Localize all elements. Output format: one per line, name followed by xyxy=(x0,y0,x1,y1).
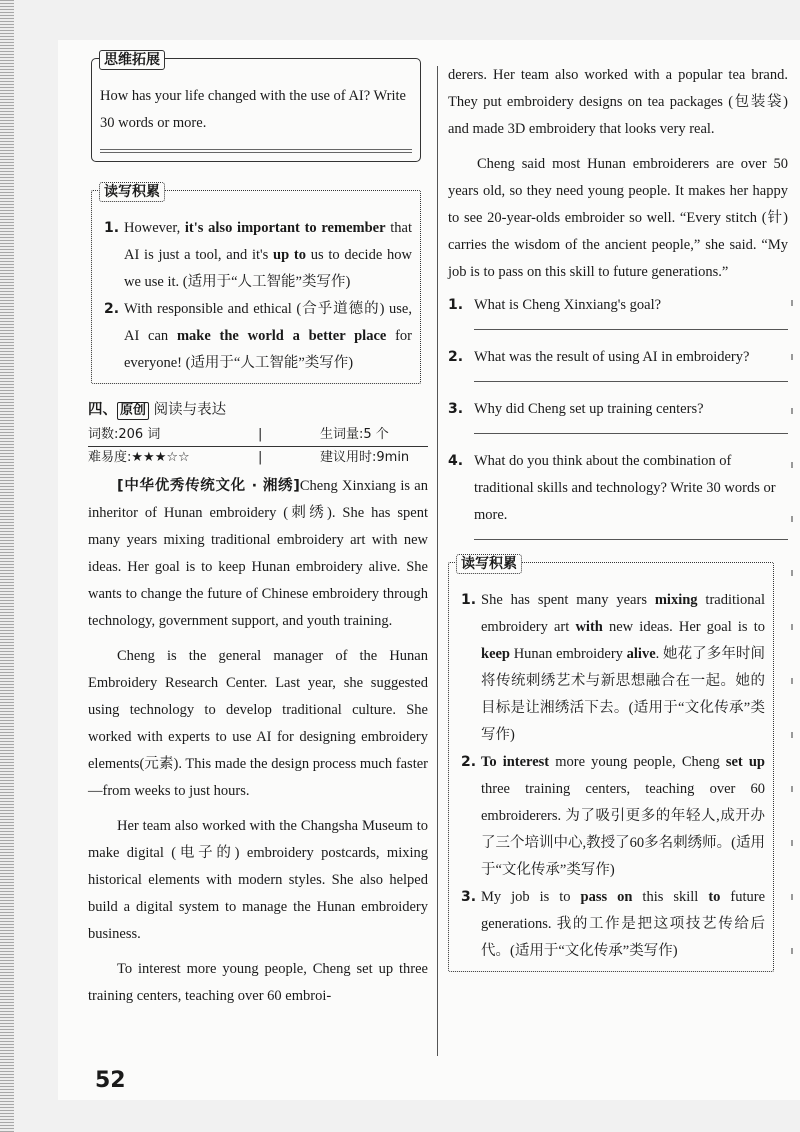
article-paragraph: derers. Her team also worked with a popular tea brand. They put embroidery designs on tea packages (包装袋) and made 3D embroidery that looks very real. xyxy=(448,67,788,137)
article-paragraph: Cheng is the general manager of the Hunan Embroidery Research Center. Last year, she suggested using technology to develop traditional culture. She worked with experts to use AI for designing embroidery elements(元素). This made the design process much faster —from weeks to just hours. xyxy=(88,648,428,799)
left-column xyxy=(88,52,428,1010)
reading-meta: 词数:206 词 | 生词量:5 个 难易度:★★★☆☆ | 建议用时:9min xyxy=(88,424,428,469)
answer-line[interactable] xyxy=(474,539,788,540)
think-box-title: 思维拓展 xyxy=(99,50,165,70)
answer-line[interactable] xyxy=(474,329,788,330)
difficulty: 难易度:★★★☆☆ xyxy=(88,450,190,465)
article-paragraph: To interest more young people, Cheng set up three training centers, teaching over 60 embroi- xyxy=(88,961,428,1004)
answer-line[interactable] xyxy=(474,381,788,382)
question: 4. What do you think about the combination of traditional skills and technology? Write 30 words or more. xyxy=(448,453,776,523)
page-number: 52 xyxy=(95,1068,126,1093)
book-binding-edge xyxy=(0,0,14,1132)
think-box xyxy=(91,52,421,162)
culture-tag: [中华优秀传统文化 · 湘绣] xyxy=(117,478,300,494)
list-item: 1. However, it's also important to remember that AI is just a tool, and it's up to us to decide how we use it. (适用于“人工智能”类写作) xyxy=(104,220,412,290)
answer-line[interactable] xyxy=(474,433,788,434)
right-column xyxy=(448,58,788,972)
list-item: 3. My job is to pass on this skill to future generations. 我的工作是把这项技艺传给后代。(适用于“文化传承”类写作) xyxy=(461,889,766,959)
answer-line[interactable] xyxy=(100,152,412,153)
reading-box-2 xyxy=(448,556,774,972)
reading-box-1-list xyxy=(100,215,412,377)
reading-box-1 xyxy=(91,184,421,384)
reading-box-2-list xyxy=(457,587,765,965)
list-item: 2. With responsible and ethical (合乎道德的) use, AI can make the world a better place for everyone! (适用于“人工智能”类写作) xyxy=(104,301,413,371)
list-item: 1. She has spent many years mixing traditional embroidery art with new ideas. Her goal is to keep Hunan embroidery alive. 她花了多年时间将传统刺绣艺术与新思想融合在一起。她的目标是让湘绣活下去。(适用于“文化传承”类写作) xyxy=(461,592,766,743)
suggested-time: 建议用时:9min xyxy=(320,450,410,465)
new-words: 生词量:5 个 xyxy=(320,427,389,442)
reading-box-1-title: 读写积累 xyxy=(99,182,165,202)
list-item: 2. To interest more young people, Cheng set up three training centers, teaching over 60 embroiderers. 为了吸引更多的年轻人,成开办了三个培训中心,教授了60多名刺绣师。(适用于“文化传承”类写作) xyxy=(461,754,765,878)
think-prompt: How has your life changed with the use of AI? Write 30 words or more. xyxy=(100,88,406,131)
column-divider xyxy=(437,66,438,1056)
article-paragraph: [中华优秀传统文化 · 湘绣]Cheng Xinxiang is an inheritor of Hunan embroidery (刺绣). She has spent many years mixing traditional embroidery art with new ideas. Her goal is to keep Hunan embroidery alive. She wants to change the future of Chinese embroidery through technology, government support, and youth training. xyxy=(88,478,428,629)
question: 3. Why did Cheng set up training centers? xyxy=(448,401,704,417)
word-count: 词数:206 词 xyxy=(88,427,161,442)
question: 2. What was the result of using AI in embroidery? xyxy=(448,349,750,365)
article-paragraph: Her team also worked with the Changsha Museum to make digital (电子的) embroidery postcards, mixing historical elements with modern styles. She also helped build a digital system to manage the Hunan embroidery business. xyxy=(88,818,428,942)
section-heading: 四、 原创 阅读与表达 xyxy=(88,402,227,418)
article-left xyxy=(88,473,428,1010)
answer-line[interactable] xyxy=(100,149,412,150)
original-badge: 原创 xyxy=(117,402,149,420)
article-paragraph: Cheng said most Hunan embroiderers are over 50 years old, so they need young people. It makes her happy to see 20-year-olds embroider so well. “Every stitch (针) carries the wisdom of the ancient people,” she said. “My job is to pass on this skill to future generations.” xyxy=(448,156,788,280)
margin-marks xyxy=(788,300,796,1000)
question: 1. What is Cheng Xinxiang's goal? xyxy=(448,297,662,313)
questions xyxy=(448,292,788,540)
article-right xyxy=(448,62,788,286)
reading-box-2-title: 读写积累 xyxy=(456,554,522,574)
